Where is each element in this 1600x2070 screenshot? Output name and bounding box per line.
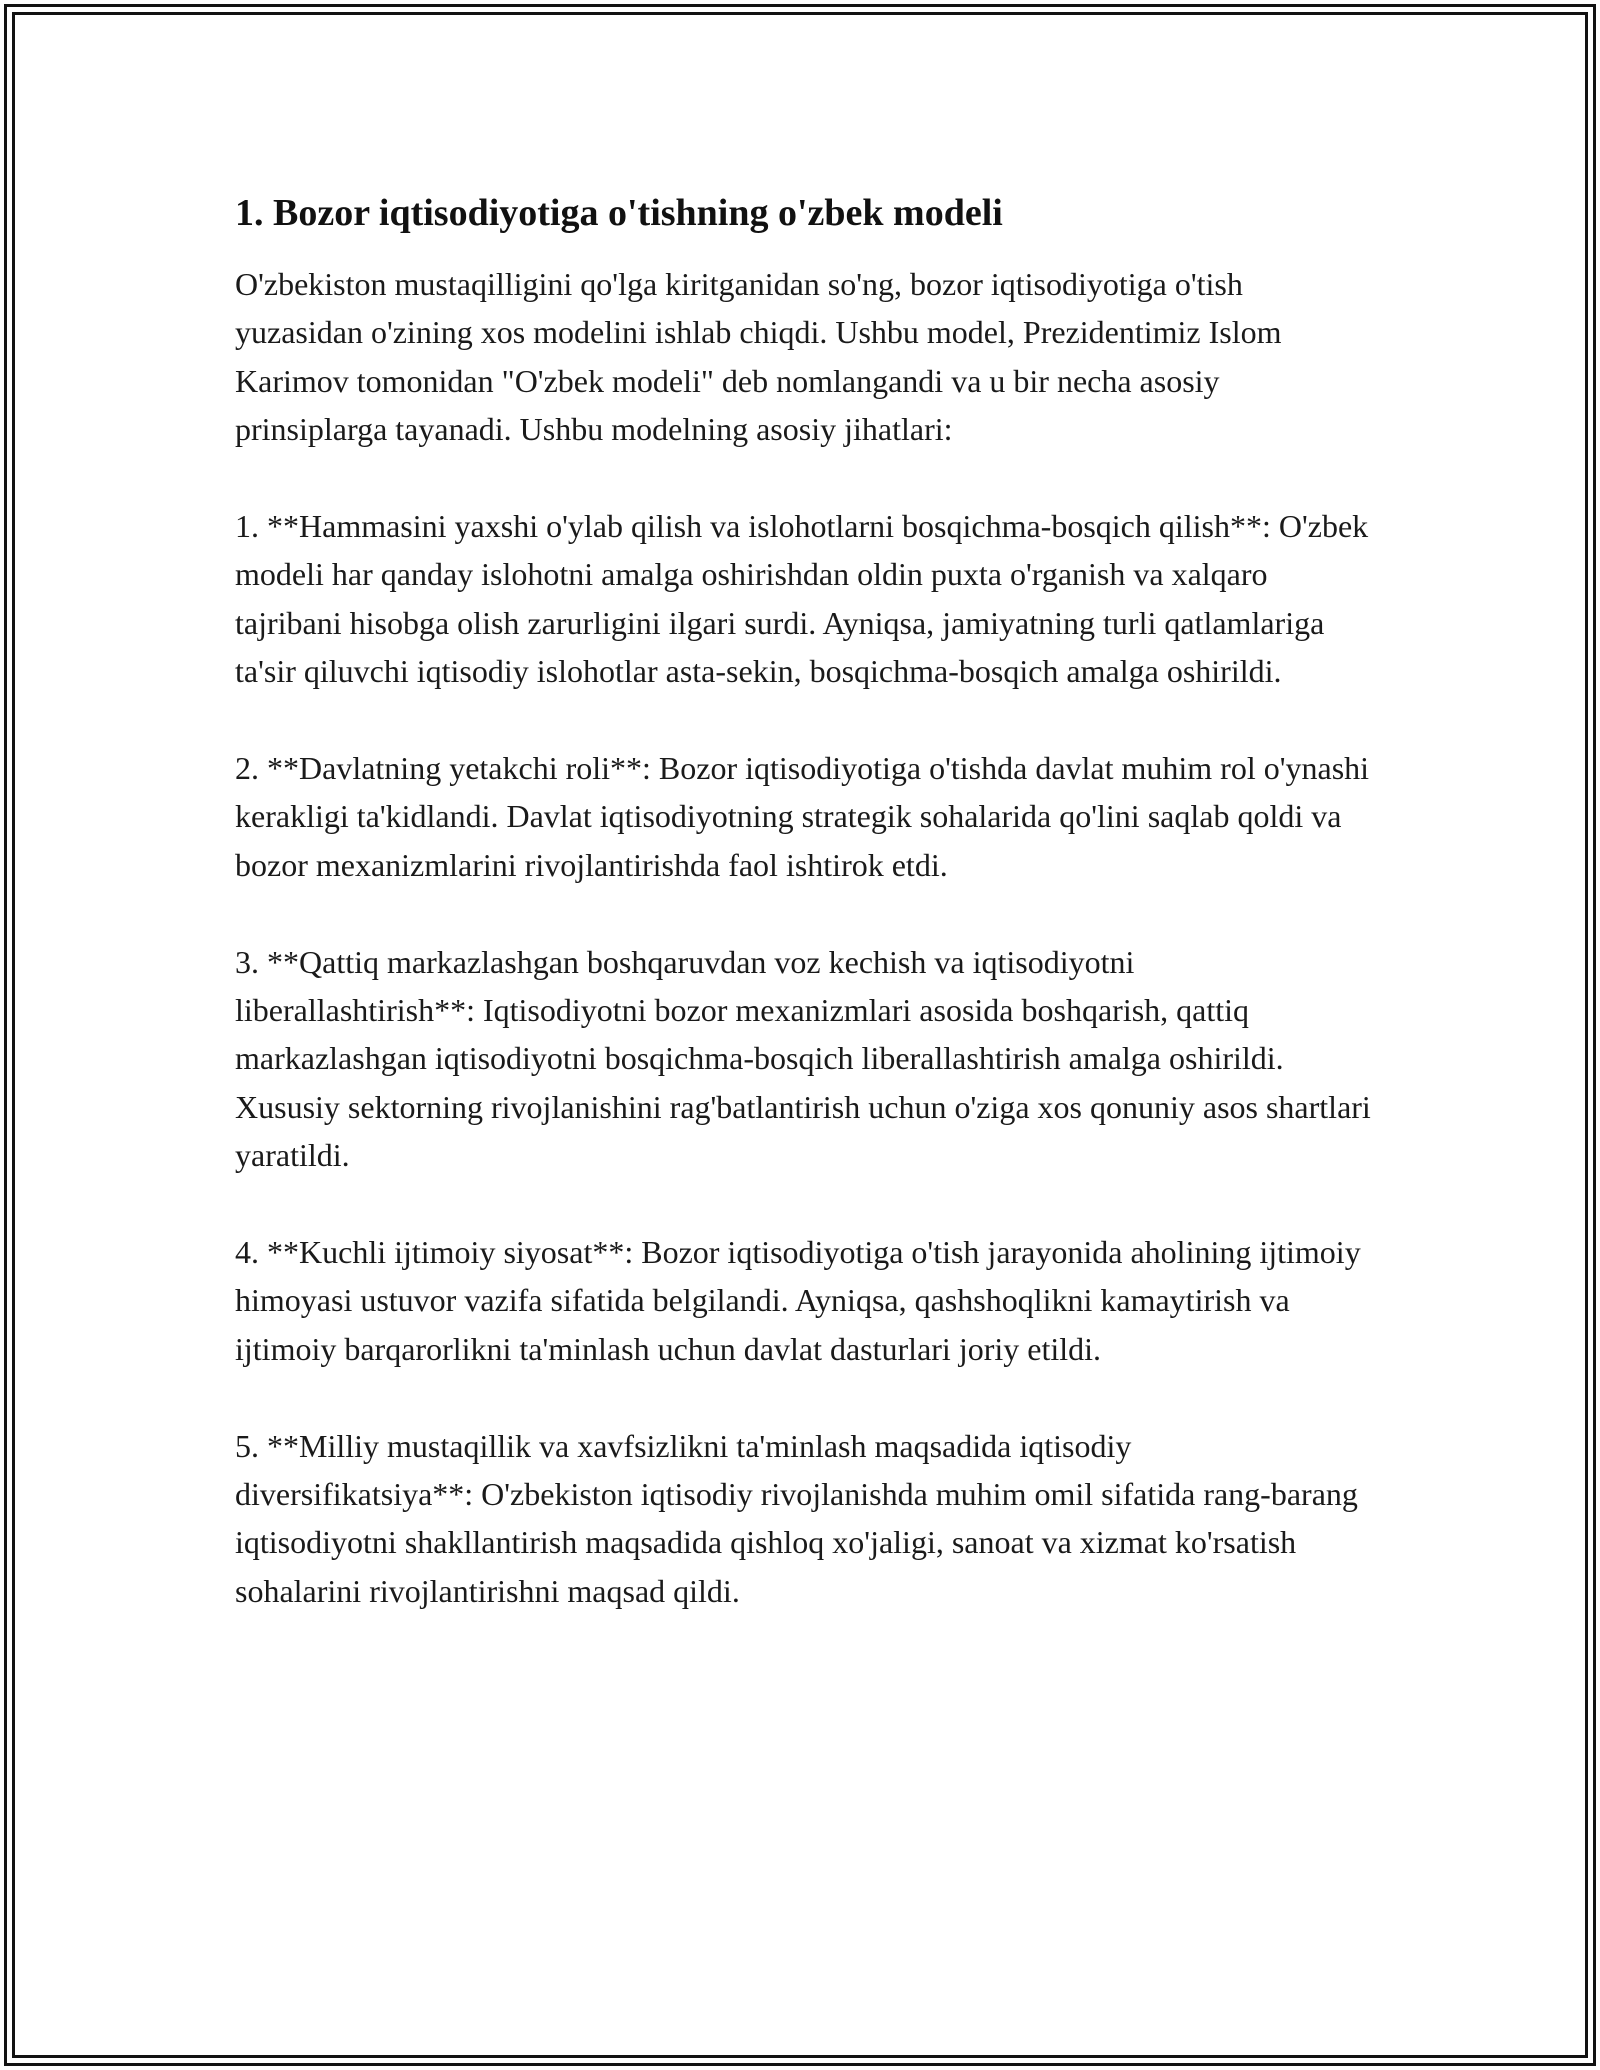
list-item: 2. **Davlatning yetakchi roli**: Bozor iqtisodiyotiga o'tishda davlat muhim rol o'ynashi kerakligi ta'kidlandi. Davlat iqtisodiyotning strategik sohalarida qo'lini saqlab qoldi va bozor mexanizmlarini rivojlantirishda faol ishtirok etdi. xyxy=(235,750,1370,883)
list-item: 3. **Qattiq markazlashgan boshqaruvdan voz kechish va iqtisodiyotni liberallashtirish**: Iqtisodiyotni bozor mexanizmlari asosida boshqarish, qattiq markazlashgan iqtisodiyotni bosqichma-bosqich liberallashtirish amalga oshirildi. Xususiy sektorning rivojlanishini rag'batlantirish uchun o'ziga xos qonuniy asos shartlari yaratildi. xyxy=(235,943,1371,1174)
document-title: 1. Bozor iqtisodiyotiga o'tishning o'zbek modeli xyxy=(235,192,1003,234)
list-item: 1. **Hammasini yaxshi o'ylab qilish va islohotlarni bosqichma-bosqich qilish**: O'zbek modeli har qanday islohotni amalga oshirishdan oldin puxta o'rganish va xalqaro tajribani hisobga olish zarurligini ilgari surdi. Ayniqsa, jamiyatning turli qatlamlariga ta'sir qiluvchi iqtisodiy islohotlar asta-sekin, bosqichma-bosqich amalga oshirildi. xyxy=(235,508,1369,690)
list-item: 4. **Kuchli ijtimoiy siyosat**: Bozor iqtisodiyotiga o'tish jarayonida aholining ijtimoiy himoyasi ustuvor vazifa sifatida belgilandi. Ayniqsa, qashshoqlikni kamaytirish va ijtimoiy barqarorlikni ta'minlash uchun davlat dasturlari joriy etildi. xyxy=(235,1234,1361,1367)
intro-paragraph: O'zbekiston mustaqilligini qo'lga kiritganidan so'ng, bozor iqtisodiyotiga o'tish yuzasidan o'zining xos modelini ishlab chiqdi. Ushbu model, Prezidentimiz Islom Karimov tomonidan "O'zbek modeli" deb nomlangandi va u bir necha asosiy prinsiplarga tayanadi. Ushbu modelning asosiy jihatlari: xyxy=(235,266,1282,448)
list-item: 5. **Milliy mustaqillik va xavfsizlikni ta'minlash maqsadida iqtisodiy diversifikatsiya**: O'zbekiston iqtisodiy rivojlanishda muhim omil sifatida rang-barang iqtisodiyotni shakllantirish maqsadida qishloq xo'jaligi, sanoat va xizmat ko'rsatish sohalarini rivojlantirishni maqsad qildi. xyxy=(235,1427,1358,1609)
document-body xyxy=(235,188,1375,1664)
